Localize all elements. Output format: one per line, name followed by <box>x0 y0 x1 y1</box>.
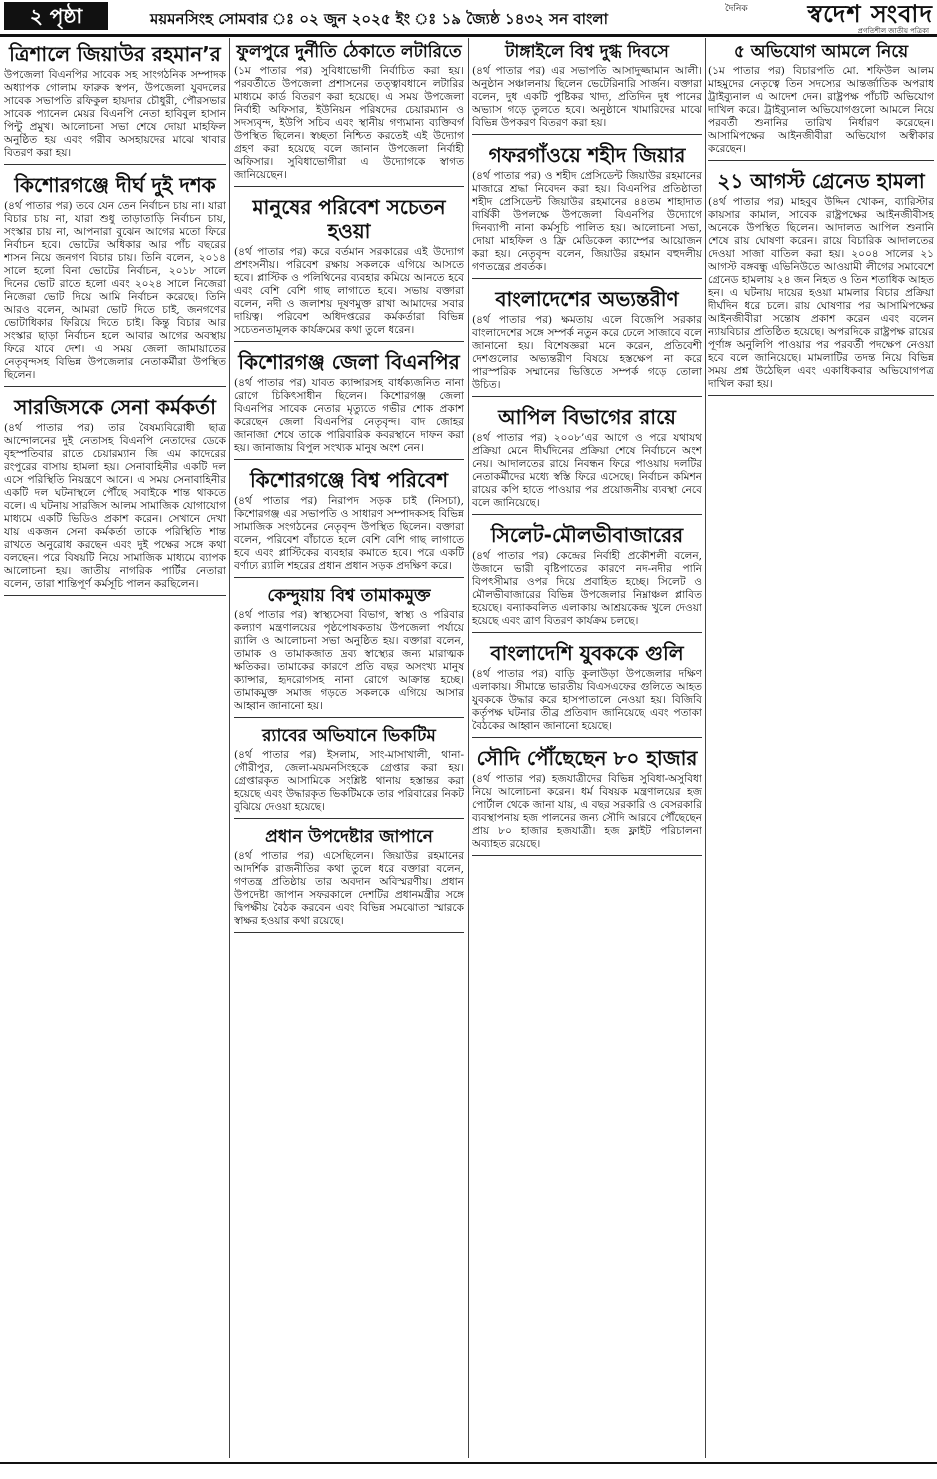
article-headline[interactable]: ৫ অভিযোগ আমলে নিয়ে <box>733 42 909 62</box>
newspaper-logo[interactable] <box>725 1 933 33</box>
article-headline[interactable]: টাঙ্গাইলে বিশ্ব দুগ্ধ দিবসে <box>505 42 669 62</box>
article <box>472 637 702 738</box>
article <box>472 139 702 279</box>
article-body: (৪র্থ পাতার পর) তার বৈষম্যবিরোধী ছাত্র আন্দোলনের দুই নেতাসহ বিএনপি নেতাদের ডেকে বৃহস্পতিবার রাতে চেয়ারম্যান জি এম কাদেরের রংপুরের বাসায় হামলা হয়। সেনাবাহিনীর একটি দল এসে পরিস্থিতি নিয়ন্ত্রণে আনে। এ সময় সেনাবাহিনীর একটি দল ঘটনাস্থলে পৌঁছে সবাইকে শান্ত থাকতে বলে। এ ঘটনায় সারজিস আলম সামাজিক যোগাযোগ মাধ্যমে একটি ভিডিও প্রকাশ করেন। সেখানে দেখা যায় একজন সেনা কর্মকর্তা তাকে পরিস্থিতি শান্ত রাখতে অনুরোধ করছেন এবং দুই পক্ষের সঙ্গে কথা বলছেন। পরে বিষয়টি নিয়ে সামাজিক মাধ্যমে ব্যাপক আলোচনা হয়। জাতীয় নাগরিক পার্টির নেতারা বলেন, তারা শান্তিপূর্ণ কর্মসূচি পালন করছিলেন। <box>4 422 226 590</box>
logo-prefix: দৈনিক <box>725 4 748 14</box>
article-body: (৪র্থ পাতার পর) ক্ষমতায় এলে বিজেপি সরকার বাংলাদেশের সঙ্গে সম্পর্ক নতুন করে ঢেলে সাজাবে বলে জানানো হয়। বিশেষজ্ঞরা মনে করেন, প্রতিবেশী দেশগুলোর অভ্যন্তরীণ বিষয়ে হস্তক্ষেপ না করে পারস্পরিক সম্মানের ভিত্তিতে সম্পর্ক গড়ে তোলা উচিত। <box>472 314 702 391</box>
article-body: (৪র্থ পাতার পর) করে বর্তমান সরকারের এই উদ্যোগ প্রশংসনীয়। পরিবেশ রক্ষায় সকলকে এগিয়ে আসতে হবে। প্লাস্টিক ও পলিথিনের ব্যবহার কমিয়ে আনতে হবে এবং বেশি বেশি গাছ লাগাতে হবে। সভায় বক্তারা বলেন, নদী ও জলাশয় দূষণমুক্ত রাখা আমাদের সবার দায়িত্ব। পরিবেশ অধিদপ্তরের কর্মকর্তারা বিভিন্ন সচেতনতামূলক কার্যক্রমের কথা তুলে ধরেন। <box>234 246 464 336</box>
article-headline[interactable]: কিশোরগঞ্জে বিশ্ব পরিবেশ <box>249 468 449 492</box>
article-body: (৪র্থ পাতার পর) এসেছিলেন। জিয়াউর রহমানের আদর্শিক রাজনীতির কথা তুলে ধরে বক্তারা বলেন, গণতন্ত্র প্রতিষ্ঠায় তার অবদান অবিস্মরণীয়। প্রধান উপদেষ্টা জাপান সফরকালে দেশটির প্রধানমন্ত্রীর সঙ্গে দ্বিপক্ষীয় বৈঠক করবেন এবং বিভিন্ন সমঝোতা স্মারকে স্বাক্ষর হওয়ার কথা রয়েছে। <box>234 850 464 927</box>
article-headline[interactable]: মানুষের পরিবেশ সচেতন হওয়া <box>252 195 446 243</box>
page-number: ২ পৃষ্ঠা <box>4 2 108 30</box>
article <box>4 391 226 596</box>
article-headline[interactable]: ফুলপুরে দুর্নীতি ঠেকাতে লটারিতে <box>236 42 462 62</box>
article-body: (৪র্থ পাতার পর) তবে যেন তেন নির্বাচন চায় না। যারা বিচার চায় না, যারা শুধু তাড়াতাড়ি নির্বাচন চায়, সংস্কার চায় না, আপনারা বুঝেন আগের মতো ফিরে নির্বাচন হবে। ভোটের অধিকার আর পাঁচ বছরের শাসন নিয়ে জনগণ বিচার চায়। তিনি বলেন, ২০১৪ সালে হলো বিনা ভোটের নির্বাচন, ২০১৮ সালে দিনের ভোট রাতে হলো এবং ২০২৪ সালে নিজেরা নিজেরা ভোট দিয়ে আমি নির্বাচন করেছে। তিনি আরও বলেন, আমরা ভোট দিতে চাই, জনগণের ভোটাধিকার ফিরিয়ে দিতে চাই। কিন্তু বিচার আর সংস্কার ছাড়া নির্বাচন হলে আবার আগের অবস্থায় ফিরে যাবে দেশ। এ সময় জেলা জামায়াতের নেতৃবৃন্দসহ বিভিন্ন উপজেলার নেতাকর্মীরা উপস্থিত ছিলেন। <box>4 200 226 381</box>
article-headline[interactable]: কিশোরগঞ্জে দীর্ঘ দুই দশক <box>14 173 216 197</box>
article <box>234 722 464 819</box>
article <box>472 38 702 135</box>
dateline: ময়মনসিংহ সোমবার ঃ ০২ জুন ২০২৫ ইং ঃ ১৯ জ্যৈষ্ঠ ১৪৩২ সন বাংলা <box>150 10 608 28</box>
article-headline[interactable]: বাংলাদেশি যুবককে গুলি <box>490 641 684 665</box>
article-body: (৪র্থ পাতার পর) এর সভাপতি আসাদুজ্জামান আলী। অনুষ্ঠান সঞ্চালনায় ছিলেন ভেটেরিনারি সার্জন। বক্তারা বলেন, দুধ একটি পুষ্টিকর খাদ্য, প্রতিদিন দুধ পানের অভ্যাস গড়ে তুলতে হবে। অনুষ্ঠানে খামারিদের মাঝে বিভিন্ন উপকরণ বিতরণ করা হয়। <box>472 65 702 129</box>
column-3 <box>472 38 702 1458</box>
column-divider <box>229 38 230 1458</box>
article-headline[interactable]: প্রধান উপদেষ্টার জাপানে <box>265 827 433 847</box>
article <box>234 582 464 718</box>
article-headline[interactable]: সিলেট-মৌলভীবাজারের <box>490 523 684 547</box>
article <box>234 38 464 187</box>
article-body: (১ম পাতার পর) সুবিধাভোগী নির্বাচিত করা হয়। পরবর্তীতে উপজেলা প্রশাসনের তত্ত্বাবধানে লটারির মাধ্যমে কার্ড বিতরণ করা হয়েছে। এ সময় উপজেলা নির্বাহী অফিসার, ইউনিয়ন পরিষদের চেয়ারম্যান ও সদস্যবৃন্দ, ইউপি সচিব এবং স্থানীয় গণ্যমান্য ব্যক্তিবর্গ উপস্থিত ছিলেন। স্বচ্ছতা নিশ্চিত করতেই এই উদ্যোগ গ্রহণ করা হয়েছে বলে জানান উপজেলা নির্বাহী অফিসার। সুবিধাভোগীরা এ উদ্যোগকে স্বাগত জানিয়েছেন। <box>234 65 464 181</box>
article <box>234 464 464 578</box>
article-headline[interactable]: কিশোরগঞ্জ জেলা বিএনপির <box>238 350 460 374</box>
page-footer-rule <box>0 1462 937 1479</box>
article-headline[interactable]: বাংলাদেশের অভ্যন্তরীণ <box>495 287 679 311</box>
article-body: (৪র্থ পাতার পর) ২০০৮’এর আগে ও পরে যথাযথ প্রক্রিয়া মেনে দীর্ঘদিনের প্রক্রিয়া শেষে নির্বাচনে অংশ নেয়। আদালতের রায়ে নিবন্ধন ফিরে পাওয়ায় দলটির নেতাকর্মীদের মধ্যে স্বস্তি ফিরে এসেছে। নির্বাচন কমিশন রায়ের কপি হাতে পাওয়ার পর প্রয়োজনীয় ব্যবস্থা নেবে বলে জানিয়েছে। <box>472 432 702 509</box>
article-body: উপজেলা বিএনপির সাবেক সহ সাংগঠনিক সম্পাদক অধ্যাপক গোলাম ফারুক স্বপন, উপজেলা যুবদলের সাবেক সভাপতি রফিকুল হায়দার চৌধুরী, পৌরসভার সাবেক প্যানেল মেয়র বিএনপি নেতা হাবিবুল হাসান পিন্টু প্রমুখ। আলোচনা সভা শেষে দোয়া মাহফিল অনুষ্ঠিত হয় এবং গরীব অসহায়দের মাঝে খাবার বিতরণ করা হয়। <box>4 69 226 159</box>
article <box>234 823 464 933</box>
article-body: (৪র্থ পাতার পর) নিরাপদ সড়ক চাই (নিসচা), কিশোরগঞ্জ এর সভাপতি ও সাধারণ সম্পাদকসহ বিভিন্ন সামাজিক সংগঠনের নেতৃবৃন্দ উপস্থিত ছিলেন। বক্তারা বলেন, পরিবেশ বাঁচাতে হলে বেশি বেশি গাছ লাগাতে হবে এবং প্লাস্টিকের ব্যবহার কমাতে হবে। পরে একটি বর্ণাঢ্য র‍্যালি শহরের প্রধান প্রধান সড়ক প্রদক্ষিণ করে। <box>234 495 464 572</box>
column-4 <box>708 38 934 1458</box>
article-body: (৪র্থ পাতার পর) মাহবুব উদ্দিন খোকন, ব্যারিস্টার কায়সার কামাল, সাবেক রাষ্ট্রপক্ষের আইনজীবীসহ অনেকে উপস্থিত ছিলেন। আদালত আপিল শুনানি শেষে রায় ঘোষণা করেন। রায়ে বিচারিক আদালতের দেওয়া সাজা বাতিল করা হয়। ২০০৪ সালের ২১ আগস্ট বঙ্গবন্ধু এভিনিউতে আওয়ামী লীগের সমাবেশে গ্রেনেড হামলায় ২৪ জন নিহত ও তিন শতাধিক আহত হন। এ ঘটনায় দায়ের হওয়া মামলার বিচার প্রক্রিয়া দীর্ঘদিন ধরে চলে। রায় ঘোষণার পর আসামিপক্ষের আইনজীবীরা সন্তোষ প্রকাশ করেন এবং বলেন ন্যায়বিচার প্রতিষ্ঠিত হয়েছে। অপরদিকে রাষ্ট্রপক্ষ রায়ের পূর্ণাঙ্গ অনুলিপি পাওয়ার পর পরবর্তী পদক্ষেপ নেওয়া হবে বলে জানিয়েছে। মামলাটির তদন্ত নিয়ে বিভিন্ন সময় প্রশ্ন উঠেছিল এবং একাধিকবার অভিযোগপত্র দাখিল করা হয়। <box>708 196 934 390</box>
article <box>234 346 464 460</box>
article-body: (১ম পাতার পর) বিচারপতি মো. শফিউল আলম মাহমুদের নেতৃত্বে তিন সদস্যের আন্তর্জাতিক অপরাধ ট্রাইব্যুনাল এ আদেশ দেন। রাষ্ট্রপক্ষ পাঁচটি অভিযোগ দাখিল করে। ট্রাইব্যুনাল অভিযোগগুলো আমলে নিয়ে পরবর্তী শুনানির তারিখ নির্ধারণ করেছেন। আসামিপক্ষের আইনজীবীরা অভিযোগ অস্বীকার করেছেন। <box>708 65 934 155</box>
article-body: (৪র্থ পাতার পর) স্বাস্থ্যসেবা বিভাগ, স্বাস্থ্য ও পরিবার কল্যাণ মন্ত্রণালয়ের পৃষ্ঠপোষকতায় উপজেলা পর্যায়ে র‍্যালি ও আলোচনা সভা অনুষ্ঠিত হয়। বক্তারা বলেন, তামাক ও তামাকজাত দ্রব্য স্বাস্থ্যের জন্য মারাত্মক ক্ষতিকর। তামাকের কারণে প্রতি বছর অসংখ্য মানুষ ক্যান্সার, হৃদরোগসহ নানা রোগে আক্রান্ত হচ্ছে। তামাকমুক্ত সমাজ গড়তে সকলকে এগিয়ে আসার আহ্বান জানানো হয়। <box>234 609 464 712</box>
logo-title: স্বদেশ সংবাদ <box>807 0 933 28</box>
masthead <box>0 0 937 37</box>
column-1 <box>4 38 226 1458</box>
article <box>472 283 702 397</box>
article <box>4 38 226 165</box>
article-headline[interactable]: ২১ আগস্ট গ্রেনেড হামলা <box>717 169 925 193</box>
article <box>234 191 464 342</box>
article-body: (৪র্থ পাতার পর) কেন্দ্রের নির্বাহী প্রকৌশলী বলেন, উজানে ভারী বৃষ্টিপাতের কারণে নদ-নদীর পানি বিপৎসীমার ওপর দিয়ে প্রবাহিত হচ্ছে। সিলেট ও মৌলভীবাজারের বিভিন্ন উপজেলার নিম্নাঞ্চল প্লাবিত হয়েছে। বন্যাকবলিত এলাকায় আশ্রয়কেন্দ্র খুলে দেওয়া হয়েছে এবং ত্রাণ বিতরণ কার্যক্রম চলছে। <box>472 550 702 627</box>
article-headline[interactable]: সৌদি পৌঁছেছেন ৮০ হাজার <box>476 746 698 770</box>
article <box>472 742 702 856</box>
column-2 <box>234 38 464 1458</box>
article-body: (৪র্থ পাতার পর) বাড়ি কুলাউড়া উপজেলার দক্ষিণ এলাকায়। সীমান্তে ভারতীয় বিএসএফের গুলিতে আহত যুবককে উদ্ধার করে হাসপাতালে নেওয়া হয়। বিজিবি কর্তৃপক্ষ ঘটনার তীব্র প্রতিবাদ জানিয়েছে এবং পতাকা বৈঠকের আহ্বান জানানো হয়েছে। <box>472 668 702 732</box>
logo-tagline: প্রগতিশীল জাতীয় পত্রিকা <box>857 27 929 35</box>
article <box>708 38 934 161</box>
article-headline[interactable]: কেন্দুয়ায় বিশ্ব তামাকমুক্ত <box>267 586 431 606</box>
article-headline[interactable]: সারজিসকে সেনা কর্মকর্তা <box>14 395 216 419</box>
article <box>708 165 934 396</box>
article-headline[interactable]: র‍্যাবের অভিযানে ভিকটিম <box>262 726 436 746</box>
article-body: (৪র্থ পাতার পর) ও শহীদ প্রেসিডেন্ট জিয়াউর রহমানের মাজারে শ্রদ্ধা নিবেদন করা হয়। বিএনপির প্রতিষ্ঠাতা শহীদ প্রেসিডেন্ট জিয়াউর রহমানের ৪৪তম শাহাদাত বার্ষিকী উপলক্ষে উপজেলা বিএনপির উদ্যোগে দিনব্যাপী নানা কর্মসূচি পালিত হয়। আলোচনা সভা, দোয়া মাহফিল ও ফ্রি মেডিকেল ক্যাম্পের আয়োজন করা হয়। নেতৃবৃন্দ বলেন, জিয়াউর রহমান বহুদলীয় গণতন্ত্রের প্রবর্তক। <box>472 170 702 273</box>
article-body: (৪র্থ পাতার পর) যাবত ক্যান্সারসহ বার্ধক্যজনিত নানা রোগে চিকিৎসাধীন ছিলেন। কিশোরগঞ্জ জেলা বিএনপির সাবেক নেতার মৃত্যুতে গভীর শোক প্রকাশ করেছেন জেলা বিএনপির নেতৃবৃন্দ। বাদ জোহর জানাজা শেষে তাকে পারিবারিক কবরস্থানে দাফন করা হয়। জানাজায় বিপুল সংখ্যক মানুষ অংশ নেন। <box>234 377 464 454</box>
article-headline[interactable]: আপিল বিভাগের রায়ে <box>498 405 676 429</box>
column-divider <box>705 38 706 1458</box>
article-body: (৪র্থ পাতার পর) ইসলাম, সাং-মাসাখালী, থানা-গৌরীপুর, জেলা-ময়মনসিংহকে গ্রেপ্তার করা হয়। গ্রেপ্তারকৃত আসামিকে সংশ্লিষ্ট থানায় হস্তান্তর করা হয়েছে এবং উদ্ধারকৃত ভিকটিমকে তার পরিবারের নিকট বুঝিয়ে দেওয়া হয়েছে। <box>234 749 464 813</box>
article <box>4 169 226 387</box>
column-divider <box>468 38 469 1458</box>
article-headline[interactable]: গফরগাঁওয়ে শহীদ জিয়ার <box>488 143 686 167</box>
article-headline[interactable]: ত্রিশালে জিয়াউর রহমান’র <box>9 42 221 66</box>
article <box>472 519 702 633</box>
article-body: (৪র্থ পাতার পর) হজযাত্রীদের বিভিন্ন সুবিধা-অসুবিধা নিয়ে আলোচনা করেন। ধর্ম বিষয়ক মন্ত্রণালয়ের হজ পোর্টাল থেকে জানা যায়, এ বছর সরকারি ও বেসরকারি ব্যবস্থাপনায় হজ পালনের জন্য সৌদি আরবে পৌঁছেছেন প্রায় ৮০ হাজার হজযাত্রী। হজ ফ্লাইট পরিচালনা অব্যাহত রয়েছে। <box>472 773 702 850</box>
article <box>472 401 702 515</box>
